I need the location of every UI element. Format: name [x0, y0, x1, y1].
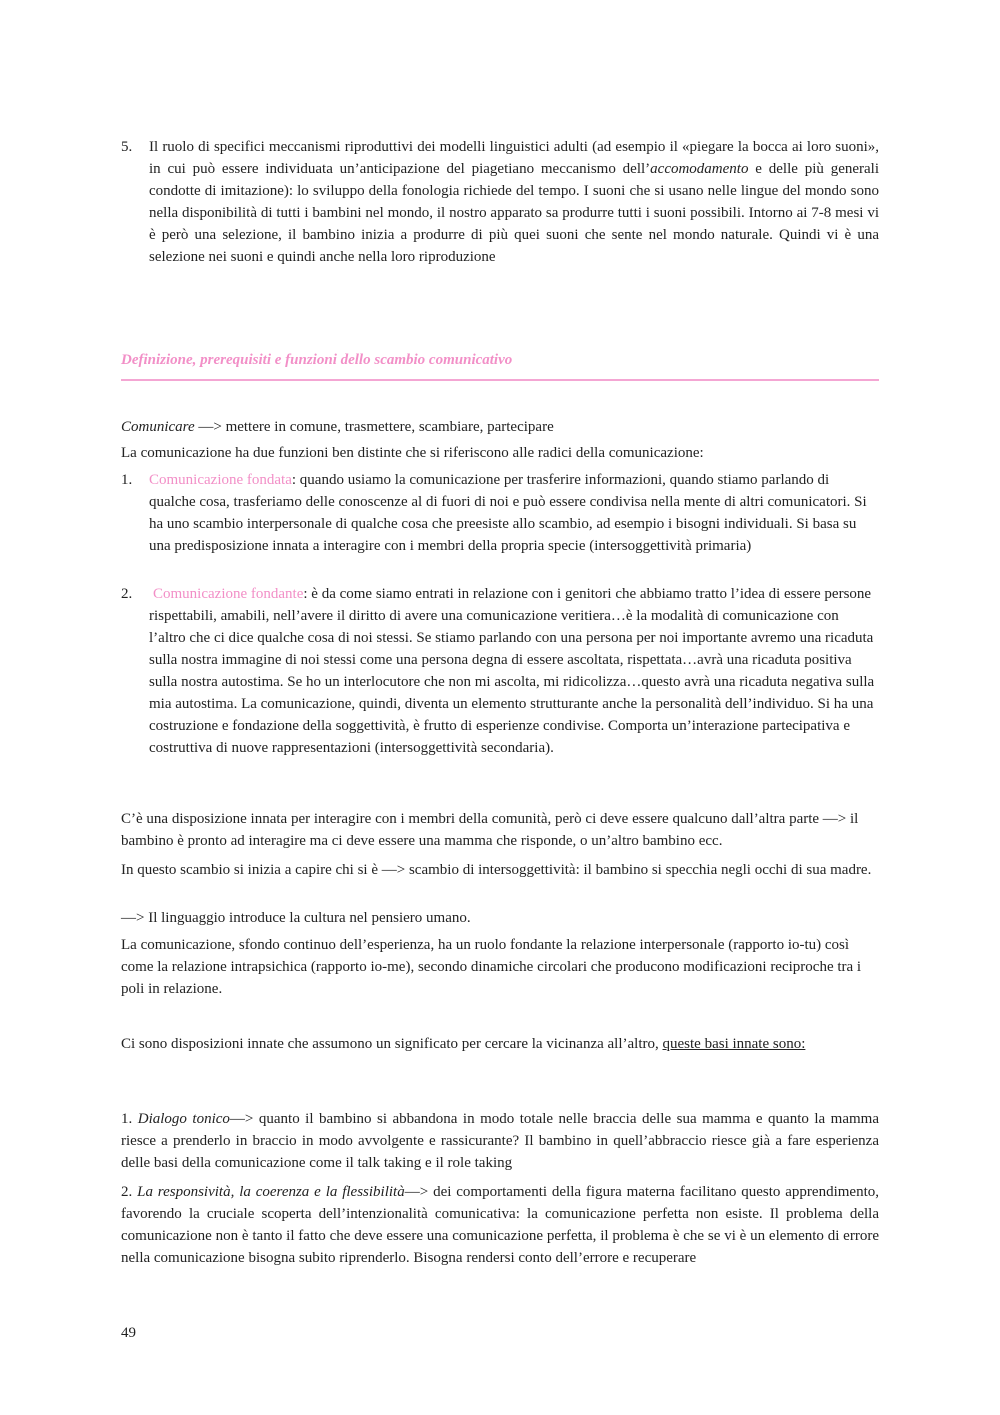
list-number: 1. — [121, 472, 133, 488]
section-heading: Definizione, prerequisiti e funzioni dello scambio comunicativo — [121, 352, 513, 368]
basis-item: 1. Dialogo tonico—> quanto il bambino si abbandona in modo totale nelle braccia delle sua mamma e quanto la mamma riesce a prenderlo in braccio in modo avvolgente e rassicurante? Il bambino in quell’abbraccio riesce già a fare esperienza delle basi della comunicazione come il talk taking e il role taking — [121, 1111, 879, 1171]
underlined-text: queste basi innate sono: — [662, 1036, 806, 1052]
list-item — [121, 469, 879, 557]
definition-term: Comunicare — [121, 419, 195, 435]
basis-term: Dialogo tonico — [137, 1111, 230, 1127]
intro-paragraph: La comunicazione ha due funzioni ben distinte che si riferiscono alle radici della comunicazione: — [121, 445, 704, 461]
list-item-text: Comunicazione fondata: quando usiamo la comunicazione per trasferire informazioni, quando stiamo parlando di qualche cosa, trasferiamo delle conoscenze al di fuori di noi e può essere condivisa nella mente di altri comunicatori. Si ha uno scambio interpersonale di qualche cosa che preesiste allo scambio, ad esempio i bisogni individuali. Si basa su una predisposizione innata a interagire con i membri della propria specie (intersoggettività primaria) — [149, 472, 867, 554]
list-item-5 — [121, 136, 879, 268]
list-item-text: Comunicazione fondante: è da come siamo entrati in relazione con i genitori che abbiamo tratto l’idea di essere persone rispettabili, amabili, nell’avere il diritto di avere una comunicazione veritiera…è la modalità di comunicazione con l’altro che ci dice qualche cosa di noi stessi. Se stiamo parlando con una persona per noi importante avremo una ricaduta sulla nostra immagine di noi stessi come una persona degna di essere ascoltata, rispettata…avrà una ricaduta positiva sulla nostra autostima. Se ho un interlocutore che non mi ascolta, mi ridicolizza…questo avrà una ricaduta negativa sulla mia autostima. La comunicazione, quindi, diventa un elemento strutturante anche la personalità dell’individuo. Si ha una costruzione e fondazione della soggettività, è frutto di esperienze condivise. Comporta un’interazione partecipativa e costruttiva di nuove rappresentazioni (intersoggettività secondaria). — [149, 586, 875, 756]
paragraph: C’è una disposizione innata per interagire con i membri della comunità, però ci deve essere qualcuno dall’altra parte —> il bambino è pronto ad interagire ma ci deve essere una mamma che risponde, o un’altro bambino ecc. — [121, 811, 859, 849]
list-number: 2. — [121, 586, 133, 602]
highlight-term: Comunicazione fondata — [149, 472, 292, 488]
list-item-text: Il ruolo di specifici meccanismi riproduttivi dei modelli linguistici adulti (ad esempio il «piegare la bocca ai loro suoni», in cui può essere individuata un’anticipazione del piagetiano meccanismo dell’accomodamento e delle più generali condotte di imitazione): lo sviluppo della fonologia richiede del tempo. I suoni che si usano nelle lingue del mondo sono nella disponibilità di tutti i bambini nel mondo, il nostro apparato sa produrre tutti i suoni possibili. Intorno ai 7-8 mesi vi è però una selezione, il bambino inizia a produrre di più quei suoni che sente nel mondo naturale. Quindi vi è una selezione nei suoni e quindi anche nella loro riproduzione — [149, 139, 879, 265]
paragraph: La comunicazione, sfondo continuo dell’esperienza, ha un ruolo fondante la relazione interpersonale (rapporto io-tu) così come la relazione intrapsichica (rapporto io-me), secondo dinamiche circolari che producono modificazioni reciproche tra i poli in relazione. — [121, 937, 862, 997]
list-item — [121, 583, 879, 759]
page-number: 49 — [121, 1325, 136, 1341]
paragraph: Ci sono disposizioni innate che assumono un significato per cercare la vicinanza all’altro, queste basi innate sono: — [121, 1036, 806, 1052]
paragraph: In questo scambio si inizia a capire chi si è —> scambio di intersoggettività: il bambino si specchia negli occhi di sua madre. — [121, 862, 872, 878]
basis-term: La responsività, la coerenza e la flessibilità — [137, 1184, 405, 1200]
list-number: 5. — [121, 139, 133, 155]
definition-line: Comunicare —> mettere in comune, trasmettere, scambiare, partecipare — [121, 419, 554, 435]
section-divider — [121, 379, 879, 381]
paragraph: —> Il linguaggio introduce la cultura nel pensiero umano. — [121, 910, 471, 926]
basis-item: 2. La responsività, la coerenza e la flessibilità—> dei comportamenti della figura materna facilitano questo apprendimento, favorendo la cruciale scoperta dell’intenzionalità comunicativa: la comunicazione perfetta non esiste. Il problema della comunicazione non è tanto il fatto che deve essere una comunicazione perfetta, il problema è che se vi è un elemento di errore nella comunicazione bisogna subito riprenderlo. Bisogna rendersi conto dell’errore e recuperare — [121, 1184, 879, 1266]
highlight-term: Comunicazione fondante — [153, 586, 304, 602]
emphasis-term: accomodamento — [650, 161, 749, 177]
